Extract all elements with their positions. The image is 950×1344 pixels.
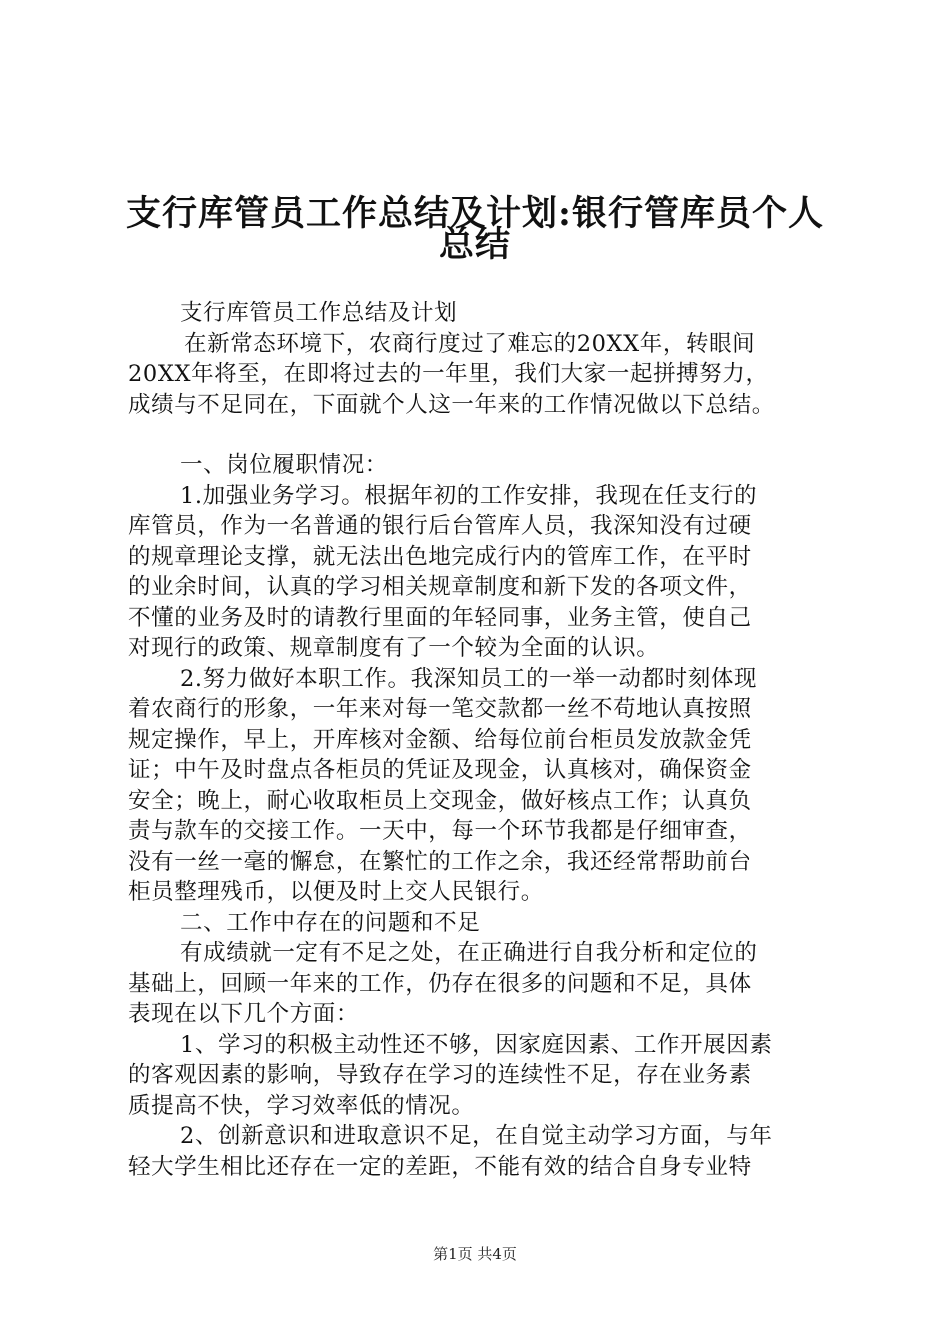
document-title xyxy=(100,186,850,265)
paragraph-line: 规定操作，早上，开库核对金额、给每位前台柜员发放款金凭 xyxy=(128,726,752,753)
paragraph-line: 着农商行的形象，一年来对每一笔交款都一丝不苟地认真按照 xyxy=(128,696,752,722)
paragraph-line: 表现在以下几个方面： xyxy=(128,1001,360,1027)
paragraph-line: 没有一丝一毫的懈怠，在繁忙的工作之余，我还经常帮助前台 xyxy=(128,848,752,875)
paragraph-line: 安全；晚上，耐心收取柜员上交现金，做好核点工作；认真负 xyxy=(128,787,752,814)
paragraph-line: 不懂的业务及时的请教行里面的年轻同事，业务主管，使自己 xyxy=(128,604,752,631)
paragraph-line: 20XX年将至，在即将过去的一年里，我们大家一起拼搏努力， xyxy=(128,361,769,387)
paragraph-line: 2.努力做好本职工作。我深知员工的一举一动都时刻体现 xyxy=(180,665,758,692)
paragraph-line: 在新常态环境下，农商行度过了难忘的20XX年，转眼间 xyxy=(184,330,756,357)
blank-line xyxy=(128,420,828,450)
document-body xyxy=(128,298,828,1182)
subtitle-line: 支行库管员工作总结及计划 xyxy=(180,300,458,326)
paragraph-line: 的规章理论支撑，就无法出色地完成行内的管库工作，在平时 xyxy=(128,543,752,570)
paragraph-line: 的客观因素的影响，导致存在学习的连续性不足，存在业务素 xyxy=(128,1062,752,1088)
section-heading: 一、岗位履职情况： xyxy=(180,452,388,478)
paragraph-line: 质提高不快，学习效率低的情况。 xyxy=(128,1092,475,1119)
paragraph-line: 的业余时间，认真的学习相关规章制度和新下发的各项文件， xyxy=(128,574,752,600)
paragraph-line: 柜员整理残币，以便及时上交人民银行。 xyxy=(128,879,544,905)
paragraph-line: 成绩与不足同在，下面就个人这一年来的工作情况做以下总结。 xyxy=(128,391,775,418)
paragraph-line: 轻大学生相比还存在一定的差距，不能有效的结合自身专业特 xyxy=(128,1153,752,1180)
paragraph-line: 证；中午及时盘点各柜员的凭证及现金，认真核对，确保资金 xyxy=(128,757,752,783)
paragraph-line: 责与款车的交接工作。一天中，每一个环节我都是仔细审查， xyxy=(128,818,752,844)
paragraph-line: 1.加强业务学习。根据年初的工作安排，我现在任支行的 xyxy=(180,482,758,509)
paragraph-line: 有成绩就一定有不足之处，在正确进行自我分析和定位的 xyxy=(180,940,758,966)
paragraph-line: 对现行的政策、规章制度有了一个较为全面的认识。 xyxy=(128,635,660,661)
paragraph-line: 库管员，作为一名普通的银行后台管库人员，我深知没有过硬 xyxy=(128,513,752,539)
section-heading: 二、工作中存在的问题和不足 xyxy=(180,909,481,936)
title-line-2: 总结 xyxy=(438,223,511,265)
paragraph-line: 1、学习的积极主动性还不够，因家庭因素、工作开展因素 xyxy=(180,1031,773,1058)
title-line-1: 支行库管员工作总结及计划:银行管库员个人 xyxy=(126,193,824,234)
paragraph-line: 基础上，回顾一年来的工作，仍存在很多的问题和不足，具体 xyxy=(128,970,752,997)
page-footer: 第1页 共4页 xyxy=(433,1245,517,1263)
paragraph-line: 2、创新意识和进取意识不足，在自觉主动学习方面，与年 xyxy=(180,1123,773,1149)
